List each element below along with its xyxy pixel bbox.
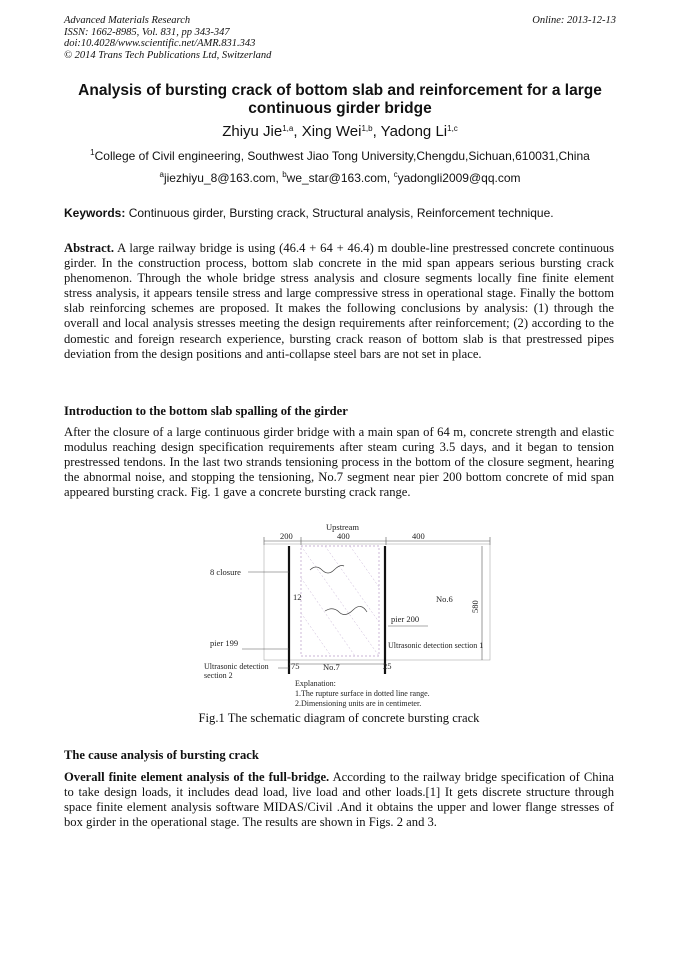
no7-label: No.7 bbox=[323, 662, 340, 672]
explanation-title: Explanation: bbox=[295, 679, 336, 688]
crack-mark bbox=[325, 606, 367, 614]
abstract bbox=[64, 241, 614, 362]
dim-75-label: 75 bbox=[291, 661, 300, 671]
email-link[interactable]: jiezhiyu_8@163.com bbox=[163, 171, 276, 185]
intro-paragraph: After the closure of a large continuous girder bridge with a main span of 64 m, concrete strength and elastic modulus reaching design specification requirements after steam curing 3.5 days, and it began to tension prestressed tendons. In the last two strands tensioning process in the bottom of the closure segment, hearing the abnormal noise, and stopping the tensioning, No.7 segment near pier 200 bottom concrete of mid span appeared bursting crack. Fig. 1 gave a concrete bursting crack range. bbox=[64, 425, 614, 500]
email-sup: b bbox=[282, 170, 287, 179]
affiliation bbox=[40, 149, 640, 163]
author-name: Zhiyu Jie bbox=[222, 123, 283, 140]
journal-name: Advanced Materials Research bbox=[64, 15, 191, 26]
copyright: © 2014 Trans Tech Publications Ltd, Switzerland bbox=[64, 49, 272, 61]
keywords-label: Keywords: bbox=[64, 206, 126, 220]
affiliation-sup: 1 bbox=[90, 148, 95, 157]
explanation-item: 2.Dimensioning units are in centimeter. bbox=[295, 699, 422, 708]
uds2-label-line2: section 2 bbox=[204, 671, 233, 680]
dim-200-label: 200 bbox=[280, 531, 293, 541]
no6-label: No.6 bbox=[436, 594, 453, 604]
issn: ISSN: 1662-8985, Vol. 831, pp 343-347 bbox=[64, 26, 230, 38]
crack-mark bbox=[310, 566, 344, 574]
figure-1-diagram bbox=[200, 518, 500, 714]
cause-text: According to the railway bridge specification of China to take design loads, it includes dead load, live load and other loads.[1] It gets discrete structure through space finite element analysis software MIDAS/Civil .And it obtains the upper and lower flange stresses of box girder in the operational stage. The results are shown in Figs. 2 and 3. bbox=[64, 770, 614, 830]
keywords bbox=[64, 206, 624, 220]
journal-header bbox=[64, 15, 616, 61]
email-sup: a bbox=[159, 170, 164, 179]
email-list: $^a$jiezhiyu_8@163.com, $^b$we_star@163.com, $^c$yadongli2009@qq.com bbox=[159, 170, 521, 185]
dim-400-label: 400 bbox=[337, 531, 350, 541]
doi: doi:10.4028/www.scientific.net/AMR.831.343 bbox=[64, 38, 256, 49]
author-name: Xing Wei bbox=[301, 123, 362, 140]
cause-subheading: Overall finite element analysis of the full-bridge. bbox=[64, 770, 330, 784]
dim-400-label: 400 bbox=[412, 531, 425, 541]
dim-25-label: 25 bbox=[383, 661, 392, 671]
uds2-label: Ultrasonic detection bbox=[204, 662, 269, 671]
keywords-text: Continuous girder, Bursting crack, Structural analysis, Reinforcement technique. bbox=[128, 206, 554, 220]
closure-label: 8 closure bbox=[210, 567, 241, 577]
dim-580-label: 580 bbox=[470, 600, 480, 613]
email-link[interactable]: we_star@163.com bbox=[286, 171, 387, 185]
abstract-label: Abstract. bbox=[64, 241, 115, 255]
figure-1-caption: Fig.1 The schematic diagram of concrete bursting crack bbox=[198, 711, 480, 725]
pier-199-label: pier 199 bbox=[210, 638, 239, 648]
upstream-label: Upstream bbox=[326, 522, 360, 532]
affiliation-text: College of Civil engineering, Southwest Jiao Tong University,Chengdu,Sichuan,610031,China bbox=[94, 149, 590, 163]
author-sup: 1,a bbox=[282, 124, 294, 133]
abstract-text: A large railway bridge is using (46.4 + 64 + 46.4) m double-line prestressed concrete continuous girder. In the construction process, bottom slab concrete in the mid span appears serious bursting crack phenomenon. Through the whole bridge stress analysis and closure segments locally fine finite element stress analysis, it appears tensile stress and large compressive stress in operational stage. Finally the bottom slab reinforcing schemes are proposed. It makes the following conclusions by analysis: (1) through the overall and local analysis stresses meeting the design requirements after reinforcement; (2) according to the domestic and foreign research experience, bursting crack reason of bottom slab is that prestressed pipes deviation from the design positions and anti-collapse steel bars are not set in place. bbox=[64, 241, 614, 361]
explanation-item: 1.The rupture surface in dotted line range. bbox=[295, 689, 430, 698]
email-link[interactable]: yadongli2009@qq.com bbox=[397, 171, 521, 185]
author-sup: 1,b bbox=[361, 124, 373, 133]
cause-paragraph bbox=[64, 770, 614, 830]
uds1-label: Ultrasonic detection section 1 bbox=[388, 641, 484, 650]
author-sup: 1,c bbox=[447, 124, 458, 133]
section-heading-cause: The cause analysis of bursting crack bbox=[64, 748, 259, 762]
pier-200-label: pier 200 bbox=[391, 614, 420, 624]
dim-12-label: 12 bbox=[293, 592, 302, 602]
author-list: Zhiyu Jie$^{1,a}$, Xing Wei$^{1,b}$, Yadong Li$^{1,c}$ bbox=[222, 123, 458, 140]
author-name: Yadong Li bbox=[380, 123, 448, 140]
online-date: Online: 2013-12-13 bbox=[532, 15, 616, 26]
paper-title: Analysis of bursting crack of bottom slab and reinforcement for a large continuous girder bridge bbox=[78, 82, 602, 117]
email-sup: c bbox=[393, 170, 398, 179]
section-heading-intro: Introduction to the bottom slab spalling of the girder bbox=[64, 404, 348, 418]
